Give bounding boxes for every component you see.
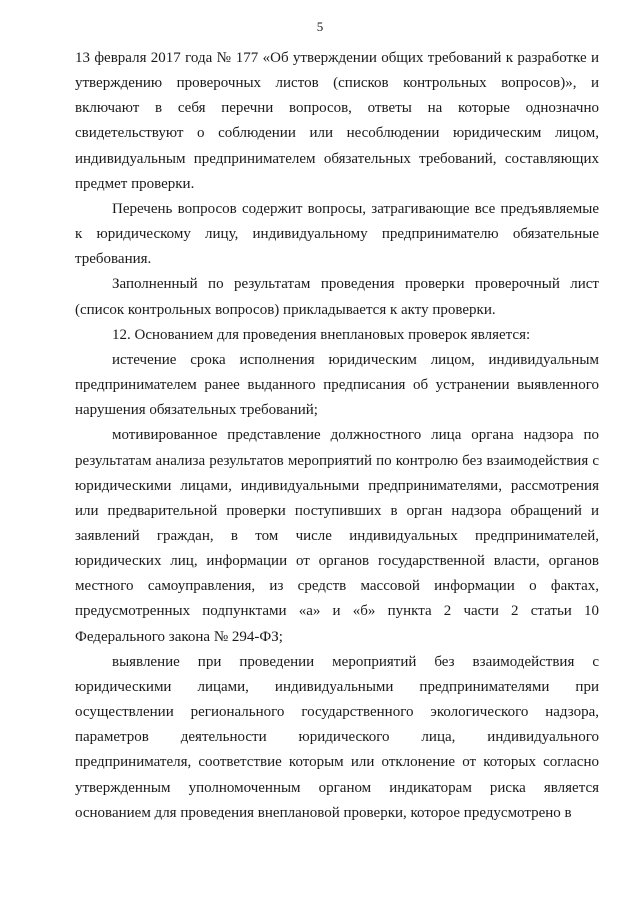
paragraph-checklist-requirements: 13 февраля 2017 года № 177 «Об утверждении общих требований к разработке и утверждению проверочных листов (списков контрольных вопросов)», и включают в себя перечни вопросов, ответы на которые однозначно свидетельствуют о соблюдении или несоблюдении юридическим лицом, индивидуальным предпринимателем обязательных требований, составляющих предмет проверки. [75, 50, 599, 192]
document-body [75, 46, 599, 826]
paragraph-question-list: Перечень вопросов содержит вопросы, затрагивающие все предъявляемые к юридическому лицу, индивидуальному предпринимателю обязательные требования. [75, 200, 599, 268]
paragraph-ground-risk-indicators: выявление при проведении мероприятий без взаимодействия с юридическими лицами, индивидуальными предпринимателями при осуществлении регионального государственного экологического надзора, параметров деятельности юридического лица, индивидуального предпринимателя, соответствие которым или отклонение от которых согласно утвержденным уполномоченным органом индикаторам риска является основанием для проведения внеплановой проверки, которое предусмотрено в [75, 653, 599, 821]
paragraph-item-12-heading: 12. Основанием для проведения внеплановых проверок является: [112, 326, 531, 343]
paragraph-ground-deadline-expiry: истечение срока исполнения юридическим лицом, индивидуальным предпринимателем ранее выданного предписания об устранении выявленного нарушения обязательных требований; [75, 351, 599, 419]
page-number: 5 [316, 19, 324, 34]
paragraph-filled-checklist: Заполненный по результатам проведения проверки проверочный лист (список контрольных вопросов) прикладывается к акту проверки. [75, 276, 599, 318]
paragraph-ground-motivated-submission: мотивированное представление должностного лица органа надзора по результатам анализа результатов мероприятий по контролю без взаимодействия с юридическими лицами, индивидуальными предпринимателями, рассмотрения или предварительной проверки поступивших в орган надзора обращений и заявлений граждан, в том числе индивидуальных предпринимателей, юридических лиц, информации от органов государственной власти, органов местного самоуправления, из средств массовой информации о фактах, предусмотренных подпунктами «а» и «б» пункта 2 части 2 статьи 10 Федерального закона № 294-ФЗ; [75, 427, 599, 645]
